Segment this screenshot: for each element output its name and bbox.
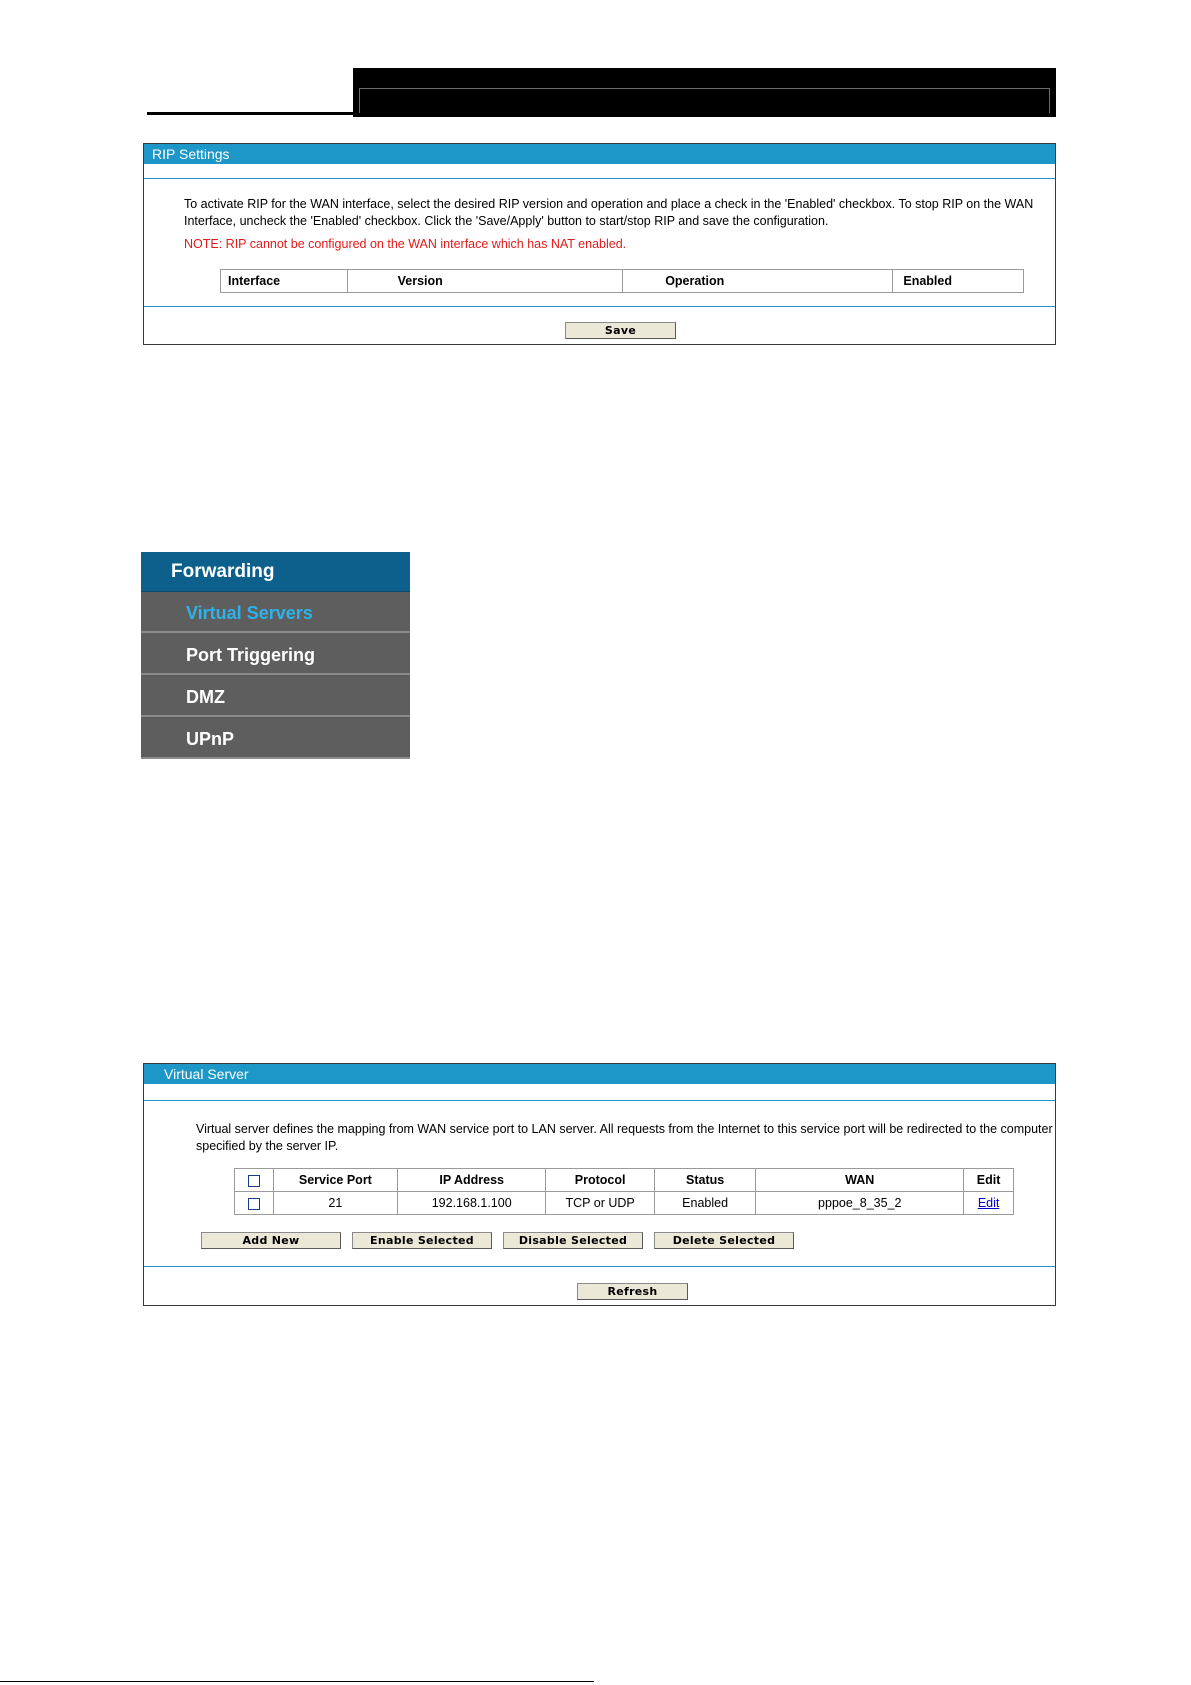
col-wan: WAN	[756, 1169, 964, 1192]
col-status: Status	[654, 1169, 755, 1192]
virtual-server-panel	[143, 1063, 1056, 1306]
refresh-button[interactable]: Refresh	[577, 1283, 688, 1300]
table-row	[235, 1192, 1014, 1215]
col-edit: Edit	[964, 1169, 1014, 1192]
menu-header-forwarding[interactable]: Forwarding	[141, 552, 410, 592]
menu-item-upnp[interactable]: UPnP	[141, 719, 410, 759]
enable-selected-button[interactable]: Enable Selected	[352, 1232, 492, 1249]
col-protocol: Protocol	[546, 1169, 654, 1192]
header-rule	[147, 112, 353, 115]
status-cell: Enabled	[654, 1192, 755, 1215]
col-version: Version	[347, 270, 623, 293]
footer-separator	[144, 306, 1055, 307]
rip-description: To activate RIP for the WAN interface, select the desired RIP version and operation and place a check in the 'Enabled' checkbox. To stop RIP on the WAN Interface, uncheck the 'Enabled' checkbox. Click the 'Save/Apply' button to start/stop RIP and save the configuration.	[184, 197, 1034, 228]
rip-settings-panel	[143, 143, 1056, 345]
col-interface: Interface	[221, 270, 348, 293]
rip-table	[220, 269, 1024, 293]
protocol-cell: TCP or UDP	[546, 1192, 654, 1215]
col-service-port: Service Port	[273, 1169, 397, 1192]
col-operation: Operation	[623, 270, 893, 293]
menu-item-dmz[interactable]: DMZ	[141, 677, 410, 717]
select-all-checkbox[interactable]	[248, 1175, 260, 1187]
save-button[interactable]: Save	[565, 322, 676, 339]
disable-selected-button[interactable]: Disable Selected	[503, 1232, 643, 1249]
delete-selected-button[interactable]: Delete Selected	[654, 1232, 794, 1249]
select-all-cell	[235, 1169, 274, 1192]
rip-note: NOTE: RIP cannot be configured on the WAN interface which has NAT enabled.	[184, 237, 627, 251]
menu-item-port-triggering[interactable]: Port Triggering	[141, 635, 410, 675]
virtual-server-description: Virtual server defines the mapping from WAN service port to LAN server. All requests from the Internet to this service port will be redirected to the computer specified by the server IP.	[196, 1122, 1053, 1153]
table-header-row	[221, 270, 1024, 293]
edit-cell	[964, 1192, 1014, 1215]
footer-separator	[144, 1266, 1055, 1267]
menu-item-virtual-servers[interactable]: Virtual Servers	[141, 593, 410, 633]
wan-cell: pppoe_8_35_2	[756, 1192, 964, 1215]
col-enabled: Enabled	[893, 270, 1024, 293]
row-checkbox[interactable]	[248, 1198, 260, 1210]
title-separator	[144, 1100, 1055, 1101]
row-select-cell	[235, 1192, 274, 1215]
add-new-button[interactable]: Add New	[201, 1232, 341, 1249]
header-bar	[353, 68, 1056, 117]
ip-address-cell: 192.168.1.100	[398, 1192, 546, 1215]
forwarding-menu	[141, 552, 410, 758]
service-port-cell: 21	[273, 1192, 397, 1215]
footer-rule	[0, 1681, 594, 1682]
virtual-server-title: Virtual Server	[144, 1064, 1055, 1084]
col-ip-address: IP Address	[398, 1169, 546, 1192]
rip-settings-title: RIP Settings	[144, 144, 1055, 164]
title-separator	[144, 178, 1055, 179]
virtual-server-table	[234, 1168, 1014, 1215]
table-header-row	[235, 1169, 1014, 1192]
edit-link[interactable]: Edit	[977, 1196, 1000, 1210]
